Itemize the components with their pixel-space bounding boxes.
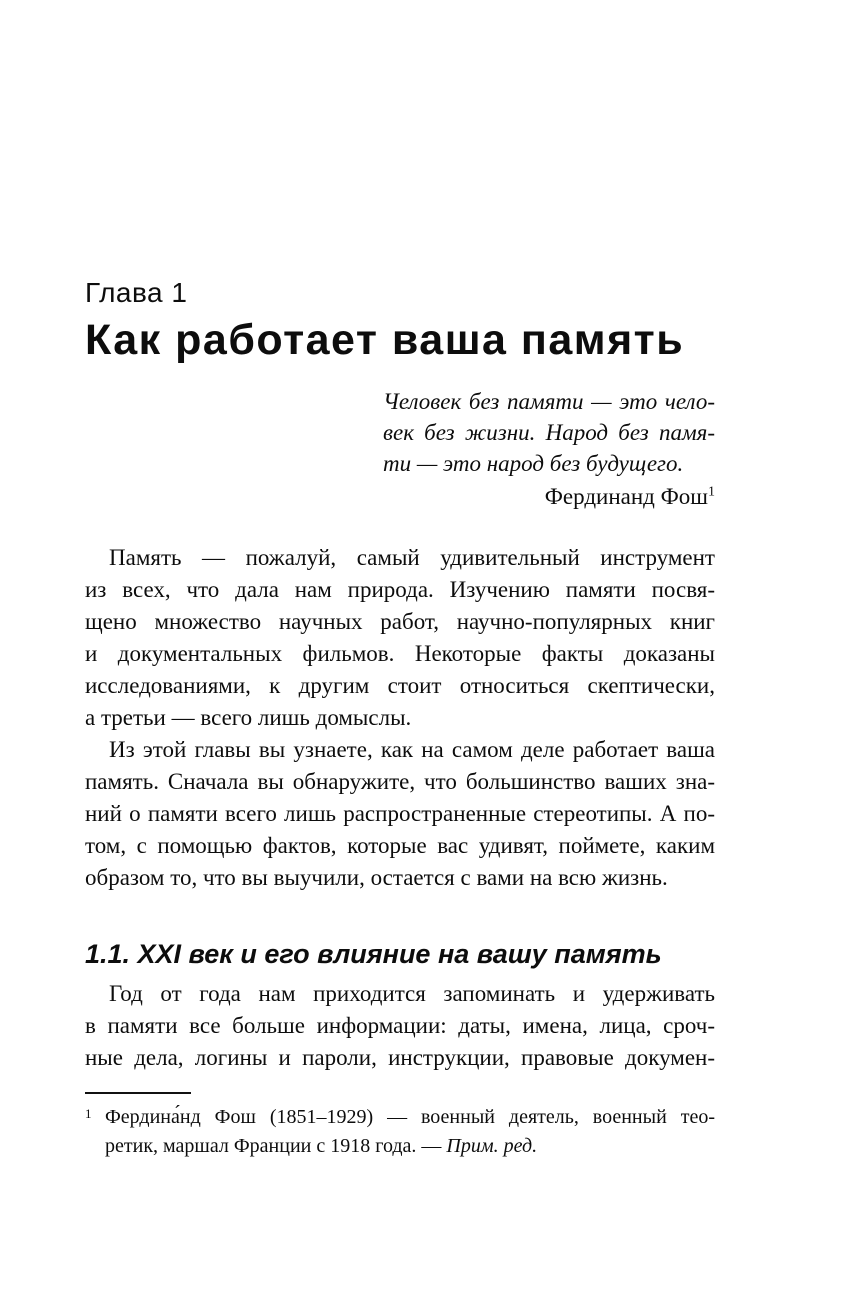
text-line: век без жизни. Народ без памя- [383, 420, 715, 445]
footnote-line-1: Фердина́нд Фош (1851–1929) — военный деятель, военный тео- [105, 1106, 715, 1128]
text-line: ти — это народ без будущего. [383, 451, 684, 476]
text-line: ний о памяти всего лишь распространенные стереотипы. А по- [85, 801, 715, 826]
text-line: и документальных фильмов. Некоторые факты доказаны [85, 641, 715, 666]
footnote-row [85, 1103, 715, 1161]
footnote-separator [85, 1092, 191, 1094]
text-line: а третьи — всего лишь домыслы. [85, 705, 412, 730]
paragraph-3 [85, 978, 715, 1074]
epigraph-attribution [85, 481, 715, 512]
footnote-editor-note: Прим. ред. [446, 1135, 538, 1157]
footnote-text [105, 1103, 715, 1161]
text-line: исследованиями, к другим стоит относиться скептически, [85, 673, 715, 698]
text-line: Год от года нам приходится запоминать и удерживать [109, 981, 715, 1006]
chapter-title: Как работает ваша память [85, 316, 685, 364]
epigraph-attribution-name: Фердинанд Фош [544, 484, 708, 509]
footnote-reference: 1 [708, 484, 715, 500]
text-line: в памяти все больше информации: даты, имена, лица, сроч- [85, 1013, 715, 1038]
footnote [85, 1092, 715, 1161]
text-line: из всех, что дала нам природа. Изучению памяти посвя- [85, 577, 715, 602]
text-line: ные дела, логины и пароли, инструкции, правовые докумен- [85, 1045, 715, 1070]
text-line: образом то, что вы выучили, остается с вами на всю жизнь. [85, 865, 668, 890]
footnote-line-2-text: ретик, маршал Франции с 1918 года. — [105, 1135, 447, 1157]
text-line: память. Сначала вы обнаружите, что большинство ваших зна- [85, 769, 715, 794]
footnote-marker: 1 [85, 1106, 92, 1121]
text-line: Человек без памяти — это чело- [383, 389, 715, 414]
epigraph [383, 386, 715, 479]
chapter-number: Глава 1 [85, 277, 188, 308]
text-line: щено множество научных работ, научно-популярных книг [85, 609, 715, 634]
paragraph-2 [85, 734, 715, 894]
text-line: том, с помощью фактов, которые вас удивят, поймете, каким [85, 833, 715, 858]
paragraph-1 [85, 542, 715, 734]
text-line: Из этой главы вы узнаете, как на самом деле работает ваша [109, 737, 715, 762]
footnote-line-2 [105, 1132, 715, 1161]
section-heading: 1.1. XXI век и его влияние на вашу память [85, 939, 662, 969]
text-line: Память — пожалуй, самый удивительный инструмент [109, 545, 715, 570]
page-content [85, 0, 715, 1161]
